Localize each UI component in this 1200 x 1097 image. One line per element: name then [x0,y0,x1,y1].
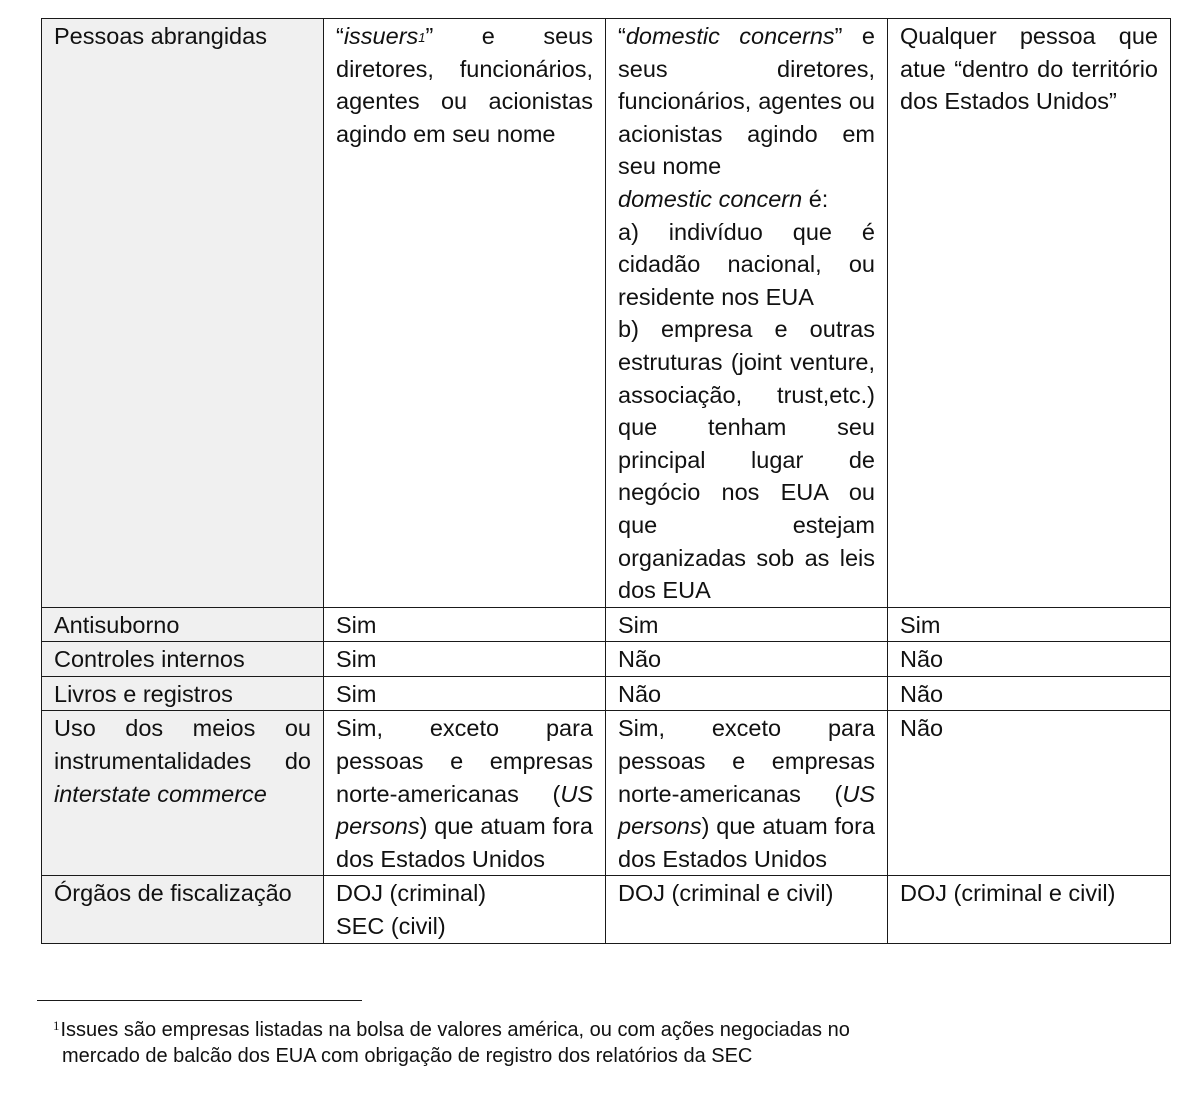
cell-value: DOJ (criminal e civil) [888,876,1171,943]
footnote-line-1 [53,1017,1043,1043]
definition-term: domestic concern [618,185,803,212]
cell-value [606,711,888,876]
interstate-commerce-term: interstate commerce [54,780,267,807]
cell-value: Não [888,711,1171,876]
cell-value: DOJ (criminal e civil) [606,876,888,943]
domestic-concerns-intro [618,20,875,183]
issuers-term: issuers [343,23,419,49]
domestic-concerns-description: ” e seus diretores, funcionários, agentes ou acionistas agindo em seu nome [618,23,875,180]
definition-item-a: a) indivíduo que é cidadão nacional, ou residente nos EUA [618,218,875,310]
cell-value: Não [606,642,888,677]
footnote-line-2: mercado de balcão dos EUA com obrigação de registro dos relatórios da SEC [62,1045,753,1067]
domestic-concerns-term: domestic concerns [625,23,835,49]
footnote [53,1017,1043,1069]
footnote-reference: 1 [418,30,426,45]
row-header-antisuborno: Antisuborno [42,607,324,642]
exception-text-pre: Sim, exceto para pessoas e empresas norte-americanas ( [336,715,593,807]
row-header-uso-dos-meios [42,711,324,876]
cell-domestic-concerns [606,19,888,608]
enforcement-doj: DOJ (criminal) [336,880,487,907]
cell-value: Não [888,642,1171,677]
definition-item-b: b) empresa e outras estruturas (joint venture, associação, trust,etc.) que tenham seu principal lugar de negócio nos EUA ou que estejam organizadas sob as leis dos EUA [618,316,875,604]
table-row [42,19,1171,608]
cell-value: Sim [324,642,606,677]
table-row [42,876,1171,943]
exception-text-pre: Sim, exceto para pessoas e empresas norte-americanas ( [618,715,875,807]
row-header-label: Uso dos meios ou instrumentalidades do [54,715,311,775]
row-header-label: Pessoas abrangidas [54,23,267,49]
cell-issuers [324,19,606,608]
fcpa-comparison-table [41,18,1171,944]
open-quote: “ [336,23,344,49]
cell-value: Sim [324,676,606,711]
cell-value: Sim [324,607,606,642]
row-header-pessoas-abrangidas [42,19,324,608]
us-persons-term: US persons [618,780,875,840]
row-header-livros-e-registros: Livros e registros [42,676,324,711]
row-header-controles-internos: Controles internos [42,642,324,677]
table-row [42,607,1171,642]
definition-heading [618,183,875,216]
exception-text-post: ) que atuam fora dos Estados Unidos [336,813,593,872]
cell-value [324,711,606,876]
footnote-mark: 1 [53,1018,60,1033]
table-row [42,676,1171,711]
cell-value [324,876,606,943]
cell-value: Não [888,676,1171,711]
exception-text-post: ) que atuam fora dos Estados Unidos [618,813,875,872]
footnote-separator [37,1000,362,1001]
definition-suffix: é: [802,185,829,212]
row-header-orgaos-de-fiscalizacao: Órgãos de fiscalização [42,876,324,943]
cell-value: Sim [606,607,888,642]
open-quote: “ [618,23,626,49]
issuers-description: ” e seus diretores, funcionários, agentes ou acionistas agindo em seu nome [336,23,593,147]
table-row [42,711,1171,876]
cell-any-person: Qualquer pessoa que atue “dentro do território dos Estados Unidos” [888,19,1171,608]
us-persons-term: US persons [336,780,593,840]
footnote-text-1: Issues são empresas listadas na bolsa de valores américa, ou com ações negociadas no [60,1019,850,1041]
cell-value: Sim [888,607,1171,642]
table-row [42,642,1171,677]
cell-value: Não [606,676,888,711]
enforcement-sec: SEC (civil) [336,913,446,940]
